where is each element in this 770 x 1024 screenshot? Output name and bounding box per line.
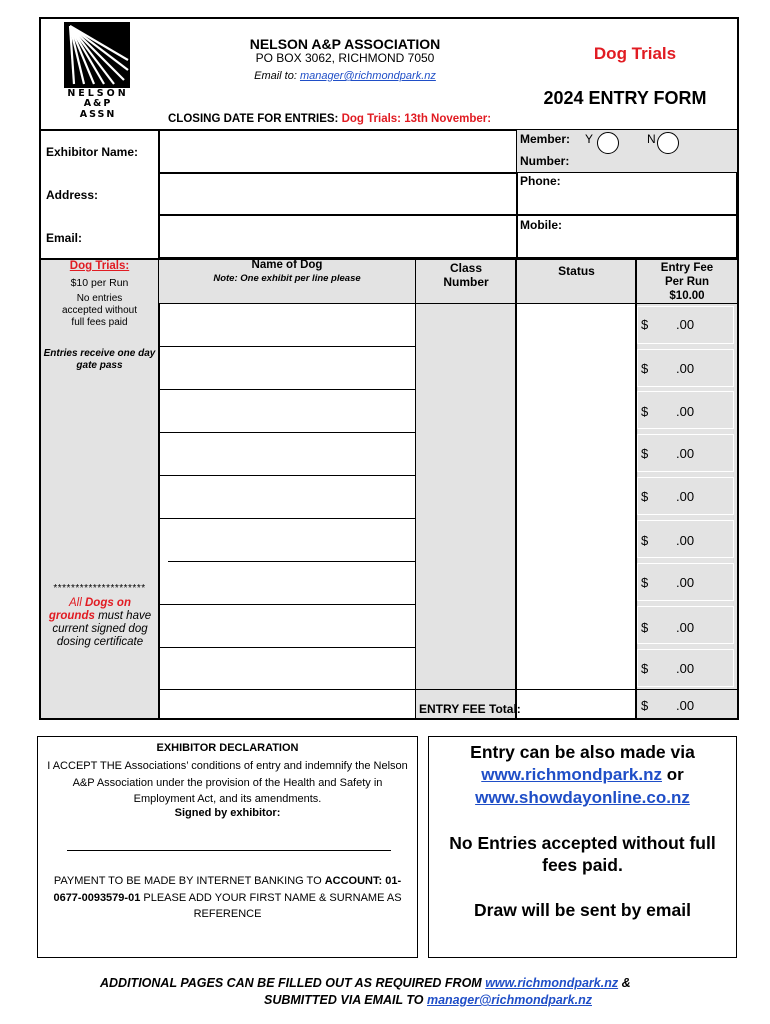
fee-amount-5[interactable]: .00	[676, 489, 695, 504]
fee-dollar-2: $	[641, 361, 649, 376]
declaration-title: EXHIBITOR DECLARATION	[156, 742, 299, 754]
fee-amount-9[interactable]: .00	[676, 661, 695, 676]
col-class-header-1: Class	[449, 261, 483, 275]
dog-name-input-6[interactable]	[160, 519, 414, 560]
col-class-header-2: Number	[443, 275, 489, 289]
payment-prefix: PAYMENT TO BE MADE BY INTERNET BANKING TO	[53, 875, 325, 887]
divider	[415, 259, 416, 718]
fee-dollar-1: $	[641, 317, 649, 332]
org-name: NELSON A&P ASSOCIATION	[249, 36, 441, 52]
member-number-label: Number:	[520, 154, 570, 168]
fee-amount-1[interactable]: .00	[676, 317, 695, 332]
dogs-note-red: Dogs on grounds	[48, 597, 131, 622]
class-column	[416, 260, 516, 718]
dog-name-input-4[interactable]	[160, 433, 414, 474]
footer-prefix: ADDITIONAL PAGES CAN BE FILLED OUT AS REQUIRED FROM	[100, 976, 486, 990]
fee-dollar-8: $	[641, 620, 649, 635]
dog-name-input-9[interactable]	[160, 648, 414, 688]
footer-line1	[100, 976, 740, 990]
mobile-label: Mobile:	[520, 218, 562, 232]
exhibitor-name-field[interactable]	[159, 130, 517, 173]
total-label: ENTRY FEE Total:	[419, 702, 521, 716]
closing-value: Dog Trials: 13th November:	[341, 113, 492, 125]
fee-dollar-5: $	[641, 489, 649, 504]
org-address: PO BOX 3062, RICHMOND 7050	[255, 51, 435, 65]
form-title: 2024 ENTRY FORM	[543, 88, 707, 108]
dog-name-input-5[interactable]	[160, 476, 414, 517]
fee-dollar-9: $	[641, 661, 649, 676]
sidebar-gate-pass: Entries receive one day gate pass	[43, 348, 156, 371]
fee-dollar-7: $	[641, 575, 649, 590]
sidebar-title: Dog Trials:	[69, 260, 130, 272]
dog-name-input-3[interactable]	[160, 390, 414, 431]
exhibitor-name-label: Exhibitor Name:	[46, 145, 139, 159]
info-draw: Draw will be sent by email	[474, 900, 691, 920]
fee-amount-7[interactable]: .00	[676, 575, 695, 590]
col-name-note: Note: One exhibit per line please	[213, 273, 361, 284]
closing-date	[168, 113, 491, 125]
logo-text-line2: A&P ASSN	[79, 98, 117, 120]
address-field[interactable]	[159, 173, 517, 215]
declaration-signed: Signed by exhibitor:	[174, 807, 281, 819]
col-fee-header	[637, 261, 737, 303]
address-label: Address:	[46, 188, 99, 202]
col-fee-header-3: $10.00	[669, 290, 705, 302]
payment-suffix: PLEASE ADD YOUR FIRST NAME & SURNAME AS REFERENCE	[140, 891, 402, 920]
footer-email-link[interactable]: manager@richmondpark.nz	[426, 993, 592, 1007]
fee-dollar-6: $	[641, 533, 649, 548]
dog-name-input-8[interactable]	[160, 605, 414, 646]
info-link-showdayonline[interactable]: www.showdayonline.co.nz	[475, 788, 690, 807]
col-fee-header-2: Per Run	[664, 276, 710, 288]
footer-suffix: &	[618, 976, 631, 990]
fee-dollar-3: $	[641, 404, 649, 419]
sidebar-no-entries: No entries accepted without full fees paid	[61, 293, 138, 328]
signature-line[interactable]	[67, 850, 391, 851]
total-amount: .00	[676, 698, 695, 713]
dogs-note-suffix: must have current signed dog dosing certificate	[52, 610, 152, 648]
dog-name-input-2[interactable]	[160, 347, 414, 388]
email-label: Email to:	[254, 70, 300, 82]
member-label: Member:	[520, 132, 571, 146]
fee-amount-8[interactable]: .00	[676, 620, 695, 635]
footer-link-richmondpark[interactable]: www.richmondpark.nz	[485, 976, 619, 990]
info-no-entries: No Entries accepted without full fees paid.	[449, 833, 716, 875]
fee-amount-3[interactable]: .00	[676, 404, 695, 419]
fee-amount-4[interactable]: .00	[676, 446, 695, 461]
col-name-header: Name of Dog	[251, 259, 323, 271]
col-status-header: Status	[558, 264, 595, 278]
email-field[interactable]	[159, 215, 517, 258]
dog-name-input-7[interactable]	[160, 562, 414, 603]
fee-dollar-4: $	[641, 446, 649, 461]
logo-icon	[64, 22, 130, 88]
total-dollar: $	[641, 698, 649, 713]
payment-account: 01-0677-0093579-01	[53, 875, 402, 904]
info-link-richmondpark[interactable]: www.richmondpark.nz	[481, 765, 662, 784]
payment-account-label: ACCOUNT:	[324, 875, 383, 887]
dog-name-input-1[interactable]	[160, 304, 414, 345]
member-y-label: Y	[585, 132, 594, 146]
divider	[159, 689, 737, 690]
fee-amount-6[interactable]: .00	[676, 533, 695, 548]
dogs-note-prefix: All	[69, 597, 85, 609]
info-line3	[428, 788, 737, 808]
org-email-line	[210, 70, 480, 82]
divider	[515, 259, 517, 718]
info-or: or	[662, 765, 684, 784]
logo-text-line1: NELSON	[67, 88, 129, 99]
member-yes-radio[interactable]	[597, 132, 619, 154]
sidebar-stars: *********************	[53, 583, 146, 594]
sidebar-dogs-note	[45, 597, 155, 649]
info-line1: Entry can be also made via	[470, 742, 695, 762]
closing-label: CLOSING DATE FOR ENTRIES:	[168, 113, 342, 125]
member-n-label: N	[647, 132, 656, 146]
member-no-radio[interactable]	[657, 132, 679, 154]
sidebar-price: $10 per Run	[70, 277, 129, 289]
declaration-text: I ACCEPT THE Associations’ conditions of entry and indemnify the Nelson A&P Association under the provision of the Health and Safety in Employment Act, and its amendments.	[47, 760, 408, 805]
phone-label: Phone:	[520, 174, 561, 188]
payment-text	[45, 873, 410, 923]
info-line2	[428, 765, 737, 785]
col-fee-header-1: Entry Fee	[660, 262, 714, 274]
event-title: Dog Trials	[593, 44, 677, 63]
email-label: Email:	[46, 231, 83, 245]
fee-amount-2[interactable]: .00	[676, 361, 695, 376]
org-email-link[interactable]: manager@richmondpark.nz	[299, 70, 436, 82]
footer-line2-prefix: SUBMITTED VIA EMAIL TO	[264, 993, 427, 1007]
footer-line2	[264, 993, 744, 1007]
